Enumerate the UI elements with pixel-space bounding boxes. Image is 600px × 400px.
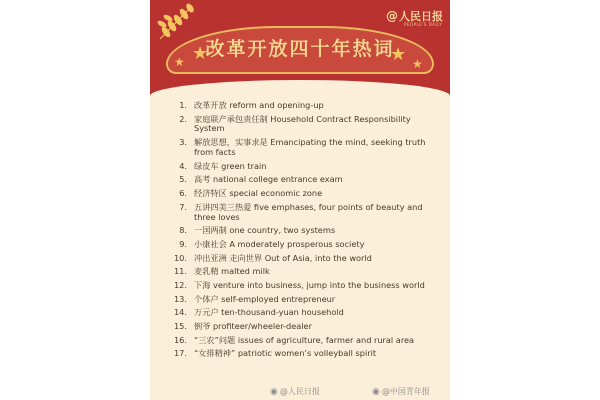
item-text: 一国两制 one country, two systems [194,225,336,236]
item-text: 小康社会 A moderately prosperous society [194,238,365,249]
list-item [156,101,446,111]
item-text: “女排精神” patriotic women’s volleyball spirit [194,348,377,359]
list-item [156,267,446,277]
item-number: 9. [179,238,187,249]
watermark-bar [0,386,600,400]
item-number: 6. [179,188,187,199]
item-text: 冲出亚洲 走向世界 Out of Asia, into the world [194,252,372,263]
watermark-text: @中国青年报 [381,387,430,396]
item-number: 12. [173,279,187,290]
item-number: 16. [173,334,187,345]
logo-text: 人民日报 [399,10,443,23]
list-item [156,226,446,236]
star-icon: ★ [192,43,209,64]
star-icon: ★ [390,44,407,65]
list-item [156,203,446,223]
item-text: 家庭联产承包责任制 Household Contract Responsibility System [194,113,411,134]
watermark-people-daily [270,386,320,397]
item-text: 五讲四美三热爱 five emphases, four points of beauty and three loves [194,201,423,222]
poster [150,0,450,400]
list-item [156,115,446,135]
item-text: “三农”问题 issues of agriculture, farmer and rural area [194,334,415,345]
item-text: 下海 venture into business, jump into the business world [194,279,425,290]
watermark-china-youth [372,386,430,397]
item-text: 万元户 ten-thousand-yuan household [194,307,344,318]
item-text: 倒爷 profiteer/wheeler-dealer [194,321,312,332]
item-text: 高考 national college entrance exam [194,174,343,185]
people-daily-logo: @人民日报 [386,9,443,23]
item-text: 个体户 self-employed entrepreneur [194,293,336,304]
list-item [156,308,446,318]
list-item [156,189,446,199]
item-text: 解放思想，实事求是 Emancipating the mind, seeking truth from facts [194,137,426,157]
star-icon: ★ [412,57,423,71]
header-banner [150,0,450,96]
item-number: 13. [173,293,187,304]
list-item [156,254,446,264]
item-number: 15. [173,321,187,332]
list-item [156,240,446,250]
item-number: 14. [173,307,187,318]
item-number: 17. [173,348,187,359]
list-item [156,349,446,359]
star-icon: ★ [174,55,185,69]
banner-curve [150,80,450,96]
item-text: 麦乳精 malted milk [194,266,270,277]
list-item [156,162,446,172]
item-number: 8. [179,225,187,236]
list-item [156,295,446,305]
item-text: 经济特区 special economic zone [194,188,323,199]
item-text: 改革开放 reform and opening-up [194,100,324,110]
item-number: 2. [179,113,187,124]
weibo-icon: ◉ [372,387,380,397]
item-number: 1. [179,100,187,110]
list-item [156,281,446,291]
item-number: 3. [179,137,187,148]
list-item [156,175,446,185]
item-text: 绿皮车 green train [194,160,267,171]
item-number: 7. [179,201,187,212]
logo-subtext: PEOPLE'S DAILY [404,22,443,27]
item-number: 5. [179,174,187,185]
item-number: 10. [173,252,187,263]
list-item [156,322,446,332]
list-item [156,138,446,158]
item-number: 4. [179,160,187,171]
page-title: 改革开放四十年热词 [205,38,395,60]
item-number: 11. [173,266,187,277]
weibo-icon: ◉ [270,387,278,397]
list-item [156,336,446,346]
watermark-text: @人民日报 [279,387,320,396]
hotword-list [156,101,446,363]
